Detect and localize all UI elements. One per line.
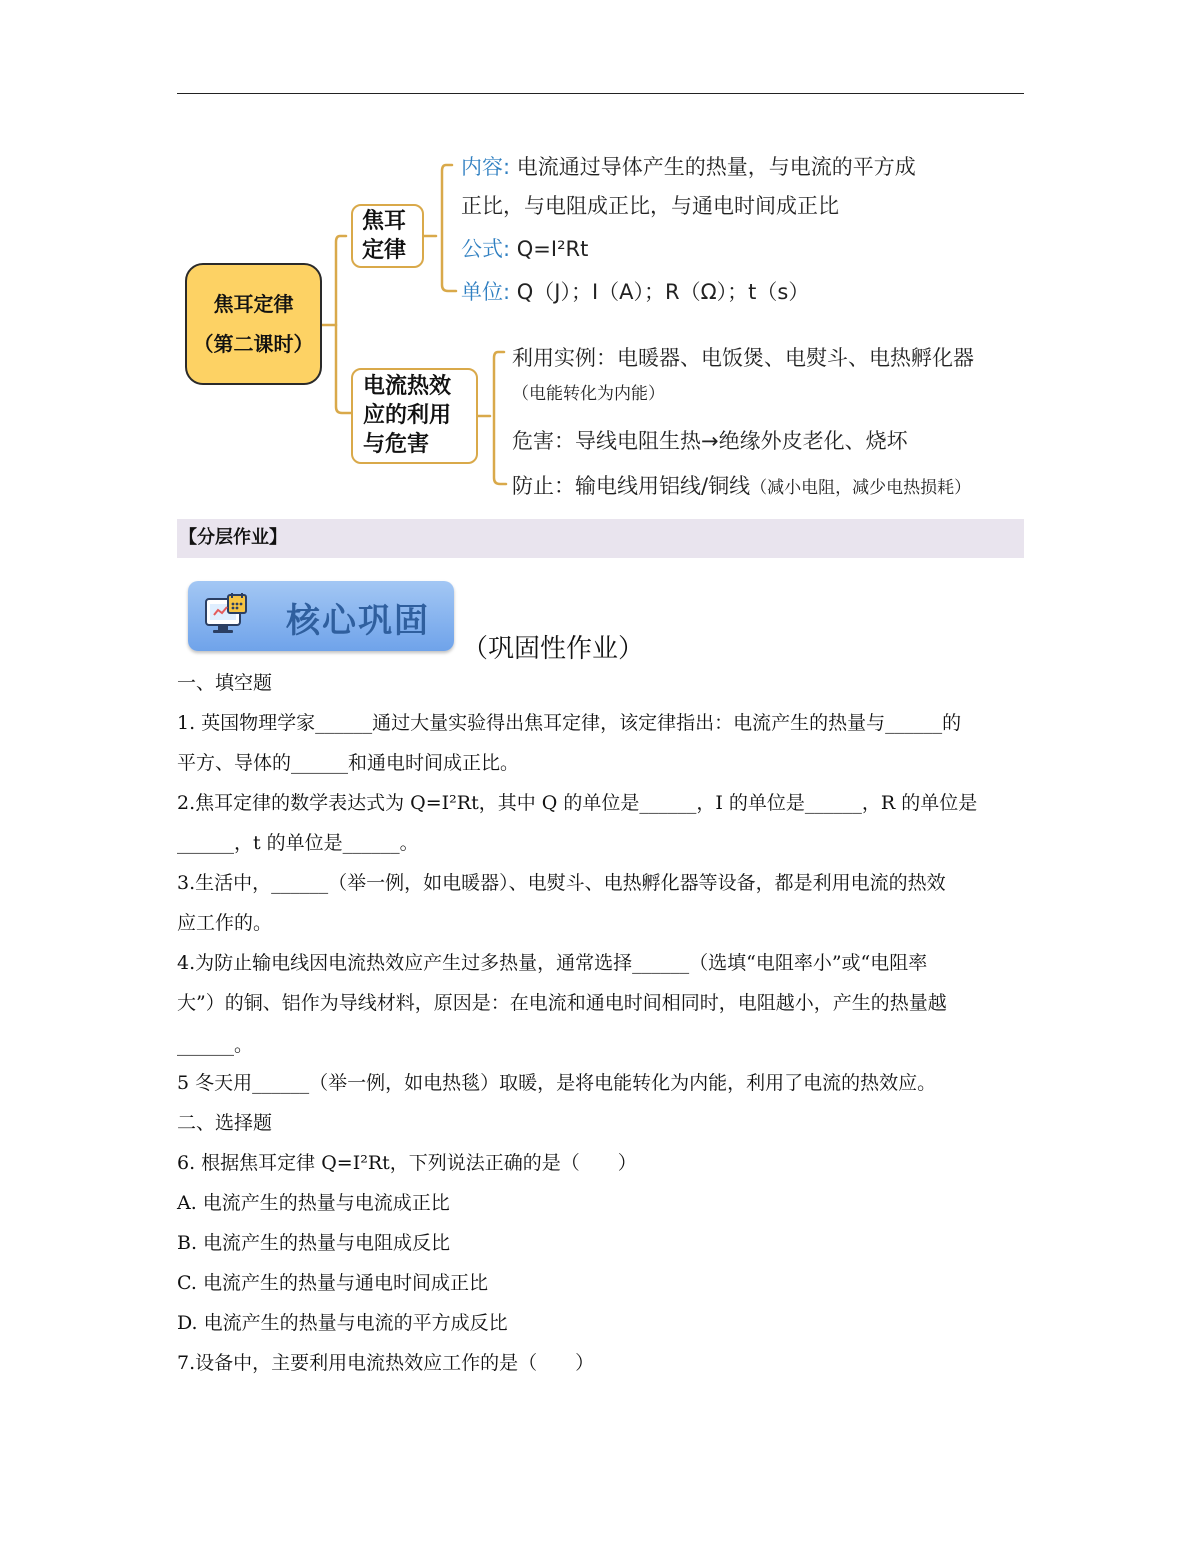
option-line: D. 电流产生的热量与电流的平方成反比 xyxy=(177,1312,508,1334)
section-heading-fill: 一、填空题 xyxy=(177,672,273,694)
prevent-text: 防止：输电线用铝线/铜线 xyxy=(512,474,751,498)
leaf-harm: 危害：导线电阻生热→绝缘外皮老化、烧坏 xyxy=(512,429,908,453)
root-subtitle: （第二课时） xyxy=(193,332,314,356)
prevent-note: （减小电阻，减少电热损耗） xyxy=(750,478,972,498)
section-heading-choice: 二、选择题 xyxy=(177,1112,273,1134)
leaf-unit xyxy=(461,276,809,306)
leaf-formula xyxy=(461,233,588,263)
content-label: 内容: xyxy=(461,155,511,179)
root-node xyxy=(185,263,322,385)
section-label: 【分层作业】 xyxy=(179,527,287,548)
node-joule-law xyxy=(351,204,424,268)
question-line: 2.焦耳定律的数学表达式为 Q=I²Rt，其中 Q 的单位是______，I 的单位是______，R 的单位是 xyxy=(177,792,978,814)
question-line: 5 冬天用______（举一例，如电热毯）取暖，是将电能转化为内能，利用了电流的热效应。 xyxy=(177,1072,937,1094)
question-line: 6. 根据焦耳定律 Q=I²Rt，下列说法正确的是（ ） xyxy=(177,1152,637,1174)
leaf-content-cont: 正比，与电阻成正比，与通电时间成正比 xyxy=(461,194,839,218)
node-label: 焦耳 xyxy=(362,209,407,234)
node-label: 应的利用 xyxy=(363,403,452,428)
question-line: 4.为防止输电线因电流热效应产生过多热量，通常选择______（选填“电阻率小”或“电阻率 xyxy=(177,952,928,974)
option-line: A. 电流产生的热量与电流成正比 xyxy=(177,1192,450,1214)
core-badge xyxy=(188,581,454,651)
root-title: 焦耳定律 xyxy=(213,292,294,316)
leaf-use-note: （电能转化为内能） xyxy=(512,384,665,404)
section-bar xyxy=(177,519,1024,558)
badge-title: 核心巩固 xyxy=(286,601,430,641)
mind-map xyxy=(0,0,1200,520)
computer-calendar-icon xyxy=(202,591,250,639)
node-label: 定律 xyxy=(362,238,407,263)
question-line: 7.设备中，主要利用电流热效应工作的是（ ） xyxy=(177,1352,595,1374)
option-line: B. 电流产生的热量与电阻成反比 xyxy=(177,1232,451,1254)
unit-label: 单位: xyxy=(461,280,511,304)
question-line: 1. 英国物理学家______通过大量实验得出焦耳定律，该定律指出：电流产生的热量与______的 xyxy=(177,712,962,734)
node-heat-effect xyxy=(351,368,478,464)
question-line: 应工作的。 xyxy=(177,912,273,934)
node-label: 电流热效 xyxy=(363,374,452,399)
leaf-prevent xyxy=(512,470,971,500)
leaf-content xyxy=(461,151,916,181)
node-label: 与危害 xyxy=(363,432,430,457)
formula-text: Q=I²Rt xyxy=(516,237,589,261)
question-line: 平方、导体的______和通电时间成正比。 xyxy=(177,752,520,774)
unit-text: Q（J）；I（A）；R（Ω）；t（s） xyxy=(516,280,810,304)
question-line: ______，t 的单位是______。 xyxy=(177,832,419,854)
formula-label: 公式: xyxy=(461,237,511,261)
leaf-use: 利用实例：电暖器、电饭煲、电熨斗、电热孵化器 xyxy=(512,346,974,370)
badge-subtitle: （巩固性作业） xyxy=(462,634,645,664)
question-line: 3.生活中，______（举一例，如电暖器）、电熨斗、电热孵化器等设备，都是利用电流的热效 xyxy=(177,872,946,894)
question-line: 大”）的铜、铝作为导线材料，原因是：在电流和通电时间相同时，电阻越小，产生的热量越 xyxy=(177,992,947,1014)
question-line: ______。 xyxy=(177,1034,254,1056)
option-line: C. 电流产生的热量与通电时间成正比 xyxy=(177,1272,488,1294)
content-text: 电流通过导体产生的热量，与电流的平方成 xyxy=(516,155,916,179)
